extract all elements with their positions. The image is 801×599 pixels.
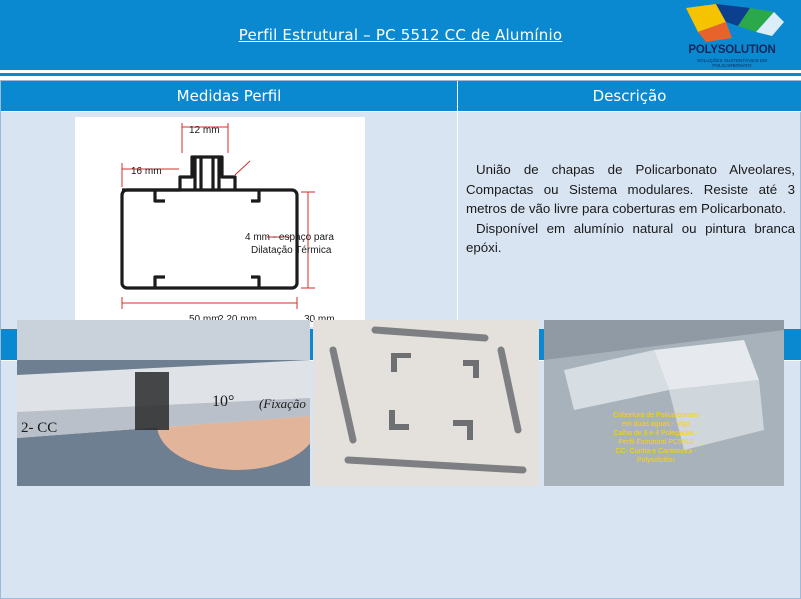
- svg-text:Calha de 3 e 4 Polegadas -: Calha de 3 e 4 Polegadas -: [613, 430, 699, 437]
- description-paragraph-2: Disponível em alumínio natural ou pintura branca epóxi.: [466, 220, 795, 255]
- svg-text:CC- Cunha e Cantoneira -: CC- Cunha e Cantoneira -: [615, 448, 697, 455]
- profile-inner-clip-tr: [251, 191, 259, 201]
- profile-inner-clip-tl: [155, 191, 165, 201]
- photo-frame-pieces: [313, 320, 539, 486]
- photo-roof-installation: [544, 320, 784, 486]
- dim-4mm-note-line2: Dilatação Térmica: [251, 245, 332, 256]
- profile-right-upper: [219, 157, 235, 190]
- header-separator: [0, 73, 801, 76]
- page-title: Perfil Estrutural – PC 5512 CC de Alumínio: [238, 26, 563, 44]
- svg-text:Polysolution: Polysolution: [637, 457, 675, 464]
- col-header-descricao: Descrição: [458, 81, 801, 111]
- photo1-label-fix: (Fixação: [259, 396, 306, 411]
- profile-stem-walls: [201, 157, 213, 190]
- col-header-medidas: Medidas Perfil: [1, 81, 457, 111]
- column-divider: [457, 81, 458, 327]
- dim-16mm: 16 mm: [131, 166, 162, 177]
- logo-text: POLYSOLUTION: [688, 44, 776, 56]
- photo-hand-profile: [17, 320, 310, 486]
- svg-text:em duas aguas - Viga: em duas aguas - Viga: [622, 421, 690, 428]
- photo1-label-model: 2- CC: [21, 420, 58, 436]
- dim-12mm: 12 mm: [189, 125, 220, 136]
- dim-4mm-note-line1: 4 mm - espaço para: [245, 232, 334, 243]
- svg-text:Perfil Estrutural PC5512: Perfil Estrutural PC5512: [618, 439, 694, 446]
- description-text: [466, 160, 795, 258]
- logo-subtext: SOLUÇÕES SUSTENTÁVEIS EM POLICARBONATO: [697, 58, 767, 68]
- photo1-label-angle: 10°: [212, 393, 235, 410]
- description-paragraph-1: União de chapas de Policarbonato Alveolares, Compactas ou Sistema modulares. Resiste até 3 metros de vão livre para coberturas em Policarbonato.: [466, 162, 795, 216]
- svg-text:Cobertura de Policarbonato: Cobertura de Policarbonato: [613, 412, 699, 419]
- profile-inner-clip-bl: [155, 277, 165, 287]
- row-divider: [1, 111, 801, 112]
- profile-diagram: [75, 117, 365, 327]
- profile-inner-clip-br: [251, 277, 259, 287]
